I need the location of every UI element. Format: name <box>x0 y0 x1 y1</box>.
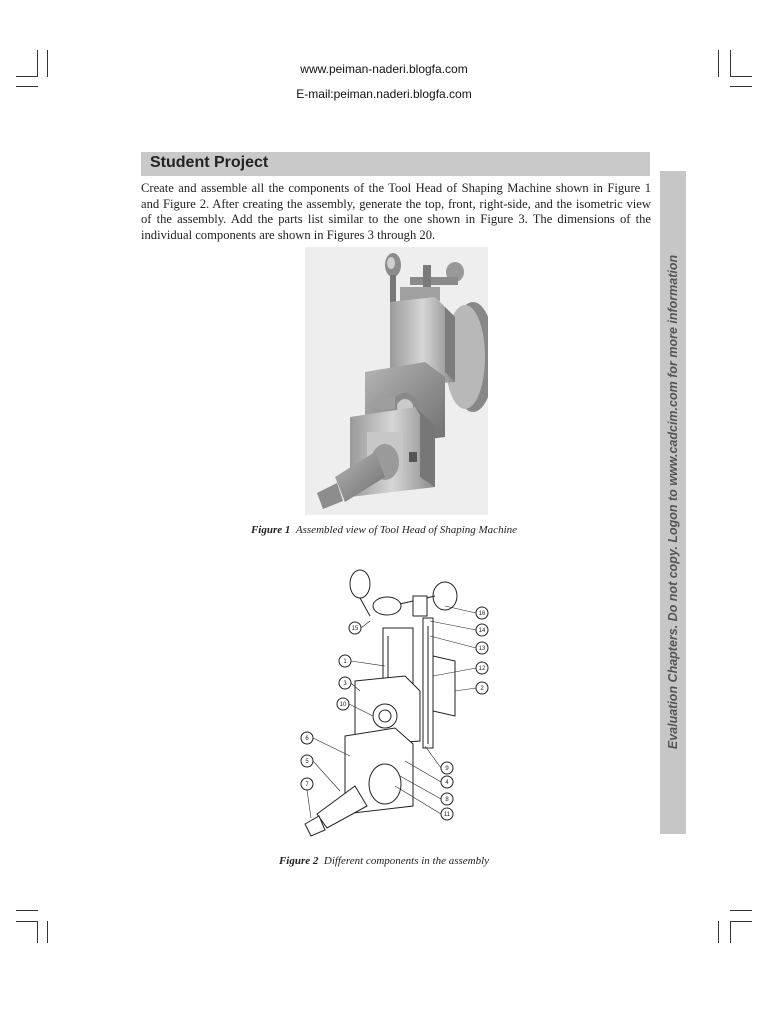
figure1-label: Figure 1 <box>250 524 291 536</box>
section-title-bar <box>141 152 650 176</box>
balloon-label: 9 <box>445 766 449 772</box>
sidebar-text: Evaluation Chapters. Do not copy. Logon to www.cadcim.com for more information <box>666 254 680 750</box>
balloon-label: 7 <box>305 782 309 788</box>
figure2-image <box>295 566 505 846</box>
balloon-label: 16 <box>478 611 486 617</box>
body-paragraph: Create and assemble all the components of the Tool Head of Shaping Machine shown in Figure 1 and Figure 2. After creating the assembly, generate the top, front, right-side, and the isometric view of the assembly. Add the parts list similar to the one shown in Figure 3. The dimensions of the individual components are shown in Figures 3 through 20. <box>141 181 651 242</box>
figure2-caption-text: Different components in the assembly <box>323 855 490 867</box>
balloon-label: 6 <box>305 736 309 742</box>
figure2-exploded-drawing <box>295 566 505 841</box>
balloon-label: 3 <box>343 681 347 687</box>
balloon-label: 12 <box>478 666 486 672</box>
figure2-caption <box>0 855 768 867</box>
balloon-label: 10 <box>339 702 347 708</box>
balloon-label: 11 <box>443 812 451 818</box>
balloon-label: 15 <box>351 626 359 632</box>
balloon-label: 4 <box>445 780 449 786</box>
balloon-label: 8 <box>445 797 449 803</box>
header-website: www.peiman-naderi.blogfa.com <box>300 62 468 76</box>
balloon-label: 2 <box>480 686 484 692</box>
header-email: E-mail:peiman.naderi.blogfa.com <box>296 87 472 101</box>
figure2-label: Figure 2 <box>278 855 319 867</box>
figure1-caption-text: Assembled view of Tool Head of Shaping Machine <box>295 524 518 536</box>
balloon-label: 1 <box>343 659 347 665</box>
balloon-label: 14 <box>478 628 486 634</box>
figure1-assembly-drawing <box>305 247 488 515</box>
figure1-image <box>305 247 488 515</box>
balloon-label: 13 <box>478 646 486 652</box>
balloon-label: 5 <box>305 759 309 765</box>
section-title: Student Project <box>150 154 269 171</box>
figure1-caption <box>0 524 768 536</box>
